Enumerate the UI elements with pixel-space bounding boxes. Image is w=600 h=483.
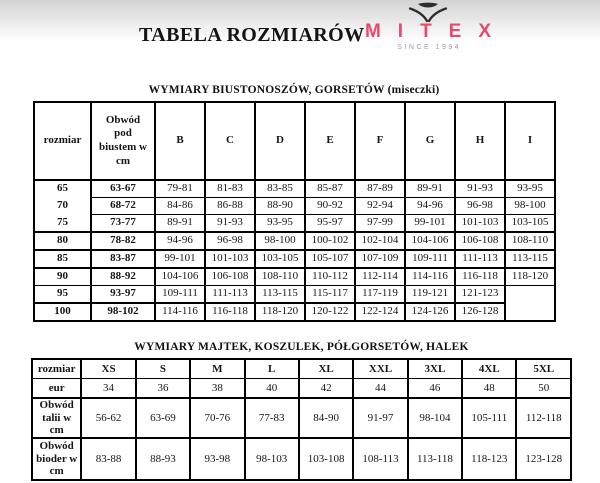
table-cell: 90 xyxy=(34,268,91,286)
empty-cell xyxy=(505,286,555,322)
table-cell: 89-91 xyxy=(405,180,455,198)
table-cell: 40 xyxy=(245,379,299,399)
table-row xyxy=(34,215,555,233)
table-cell: 109-111 xyxy=(155,286,205,304)
table-cell: 100 xyxy=(34,303,91,321)
table-cell: 126-128 xyxy=(455,303,505,321)
table-cell: 101-103 xyxy=(205,250,255,268)
table-cell: 83-85 xyxy=(255,180,305,198)
table-cell: 88-93 xyxy=(136,438,190,480)
table-cell: 93-97 xyxy=(91,286,155,304)
table-cell: 114-116 xyxy=(155,303,205,321)
table-row xyxy=(32,438,571,480)
table-cell: 103-105 xyxy=(505,215,555,233)
table-cell: 73-77 xyxy=(91,215,155,233)
table-cell: 75 xyxy=(34,215,91,233)
table-cell: 85-87 xyxy=(305,180,355,198)
table-cell: 98-104 xyxy=(408,398,462,438)
table-cell: 108-110 xyxy=(505,232,555,250)
column-header: rozmiar xyxy=(34,102,91,180)
bra-table-title: WYMIARY BIUSTONOSZÓW, GORSETÓW (miseczki) xyxy=(148,84,440,96)
table-cell: 111-113 xyxy=(205,286,255,304)
table-cell: 113-115 xyxy=(505,250,555,268)
table-cell: 4XL xyxy=(462,359,516,379)
table-cell: 97-99 xyxy=(355,215,405,233)
table-cell: 42 xyxy=(299,379,353,399)
table-cell: 95 xyxy=(34,286,91,304)
table-cell: S xyxy=(136,359,190,379)
table-cell: 94-96 xyxy=(155,232,205,250)
column-header: F xyxy=(355,102,405,180)
row-header: Obwód talii w cm xyxy=(32,398,81,438)
table-row xyxy=(32,398,571,438)
table-cell: 90-92 xyxy=(305,198,355,215)
table-row xyxy=(34,232,555,250)
table-cell: 108-110 xyxy=(255,268,305,286)
row-header: Obwód bioder w cm xyxy=(32,438,81,480)
table-cell: 111-113 xyxy=(455,250,505,268)
table-cell: 99-101 xyxy=(155,250,205,268)
table-cell: 91-93 xyxy=(455,180,505,198)
table-cell: 88-90 xyxy=(255,198,305,215)
table-cell: 83-88 xyxy=(81,438,135,480)
column-header: C xyxy=(205,102,255,180)
bra-header-row xyxy=(34,102,555,180)
column-header: B xyxy=(155,102,205,180)
row-header: rozmiar xyxy=(32,359,81,379)
table-cell: 116-118 xyxy=(205,303,255,321)
table-cell: 85 xyxy=(34,250,91,268)
table-cell: 103-108 xyxy=(299,438,353,480)
table-cell: 96-98 xyxy=(455,198,505,215)
table-cell: 80 xyxy=(34,232,91,250)
table-cell: 87-89 xyxy=(355,180,405,198)
table-cell: 118-123 xyxy=(462,438,516,480)
table-cell: 121-123 xyxy=(455,286,505,304)
briefs-table-title: WYMIARY MAJTEK, KOSZULEK, PÓŁGORSETÓW, HALEK xyxy=(134,341,469,353)
table-cell: 91-97 xyxy=(353,398,407,438)
table-cell: 83-87 xyxy=(91,250,155,268)
mitex-logo xyxy=(355,0,509,51)
table-row xyxy=(32,379,571,399)
table-cell: XL xyxy=(299,359,353,379)
table-cell: 104-106 xyxy=(405,232,455,250)
table-cell: 115-117 xyxy=(305,286,355,304)
table-cell: 63-69 xyxy=(136,398,190,438)
column-header: D xyxy=(255,102,305,180)
table-cell: 93-98 xyxy=(190,438,244,480)
column-header: Obwód pod biustem w cm xyxy=(91,102,155,180)
table-cell: 84-86 xyxy=(155,198,205,215)
column-header: I xyxy=(505,102,555,180)
table-cell: XXL xyxy=(353,359,407,379)
table-cell: 112-118 xyxy=(516,398,571,438)
table-cell: 113-118 xyxy=(408,438,462,480)
table-cell: 78-82 xyxy=(91,232,155,250)
table-cell: 105-107 xyxy=(305,250,355,268)
table-cell: 3XL xyxy=(408,359,462,379)
table-cell: 102-104 xyxy=(355,232,405,250)
table-cell: 114-116 xyxy=(405,268,455,286)
briefs-table-section xyxy=(31,341,572,481)
table-cell: 107-109 xyxy=(355,250,405,268)
bra-table-section xyxy=(33,84,555,322)
table-cell: 113-115 xyxy=(255,286,305,304)
table-cell: 108-113 xyxy=(353,438,407,480)
table-cell: 104-106 xyxy=(155,268,205,286)
table-cell: 101-103 xyxy=(455,215,505,233)
table-row xyxy=(34,198,555,215)
briefs-size-table xyxy=(31,358,572,481)
table-cell: 48 xyxy=(462,379,516,399)
table-cell: 96-98 xyxy=(205,232,255,250)
table-cell: 70 xyxy=(34,198,91,215)
table-cell: 89-91 xyxy=(155,215,205,233)
table-cell: 110-112 xyxy=(305,268,355,286)
table-cell: 112-114 xyxy=(355,268,405,286)
table-cell: L xyxy=(245,359,299,379)
table-cell: 92-94 xyxy=(355,198,405,215)
bra-size-table xyxy=(33,101,556,322)
column-header: E xyxy=(305,102,355,180)
table-cell: 100-102 xyxy=(305,232,355,250)
table-cell: 46 xyxy=(408,379,462,399)
table-cell: 98-100 xyxy=(255,232,305,250)
table-row xyxy=(32,359,571,379)
table-cell: 5XL xyxy=(516,359,571,379)
table-cell: 50 xyxy=(516,379,571,399)
table-row xyxy=(34,303,555,321)
table-cell: 79-81 xyxy=(155,180,205,198)
brand-tagline: SINCE 1994 xyxy=(397,44,462,51)
table-row xyxy=(34,286,555,304)
table-cell: 84-90 xyxy=(299,398,353,438)
table-cell: 77-83 xyxy=(245,398,299,438)
table-cell: 93-95 xyxy=(505,180,555,198)
table-row xyxy=(34,250,555,268)
column-header: G xyxy=(405,102,455,180)
table-cell: 119-121 xyxy=(405,286,455,304)
column-header: H xyxy=(455,102,505,180)
bird-icon xyxy=(355,0,501,23)
table-cell: 44 xyxy=(353,379,407,399)
table-cell: 117-119 xyxy=(355,286,405,304)
table-cell: 118-120 xyxy=(255,303,305,321)
page-title: TABELA ROZMIARÓW xyxy=(139,24,365,46)
table-cell: 124-126 xyxy=(405,303,455,321)
table-cell: XS xyxy=(81,359,135,379)
table-cell: 118-120 xyxy=(505,268,555,286)
table-cell: 38 xyxy=(190,379,244,399)
table-cell: 105-111 xyxy=(462,398,516,438)
table-cell: 63-67 xyxy=(91,180,155,198)
table-cell: 103-105 xyxy=(255,250,305,268)
table-cell: 95-97 xyxy=(305,215,355,233)
table-cell: 34 xyxy=(81,379,135,399)
table-cell: 106-108 xyxy=(205,268,255,286)
table-cell: 93-95 xyxy=(255,215,305,233)
table-cell: 56-62 xyxy=(81,398,135,438)
table-cell: 81-83 xyxy=(205,180,255,198)
table-cell: 88-92 xyxy=(91,268,155,286)
table-cell: 98-103 xyxy=(245,438,299,480)
table-cell: 70-76 xyxy=(190,398,244,438)
table-cell: 99-101 xyxy=(405,215,455,233)
table-cell: 109-111 xyxy=(405,250,455,268)
table-cell: 68-72 xyxy=(91,198,155,215)
table-cell: 122-124 xyxy=(355,303,405,321)
table-row xyxy=(34,180,555,198)
brand-name: MITEX xyxy=(364,21,509,42)
row-header: eur xyxy=(32,379,81,399)
table-cell: 94-96 xyxy=(405,198,455,215)
table-cell: 106-108 xyxy=(455,232,505,250)
table-cell: 116-118 xyxy=(455,268,505,286)
table-cell: 65 xyxy=(34,180,91,198)
table-cell: M xyxy=(190,359,244,379)
table-cell: 36 xyxy=(136,379,190,399)
table-cell: 120-122 xyxy=(305,303,355,321)
table-cell: 86-88 xyxy=(205,198,255,215)
table-cell: 98-102 xyxy=(91,303,155,321)
table-cell: 91-93 xyxy=(205,215,255,233)
table-cell: 98-100 xyxy=(505,198,555,215)
table-row xyxy=(34,268,555,286)
table-cell: 123-128 xyxy=(516,438,571,480)
